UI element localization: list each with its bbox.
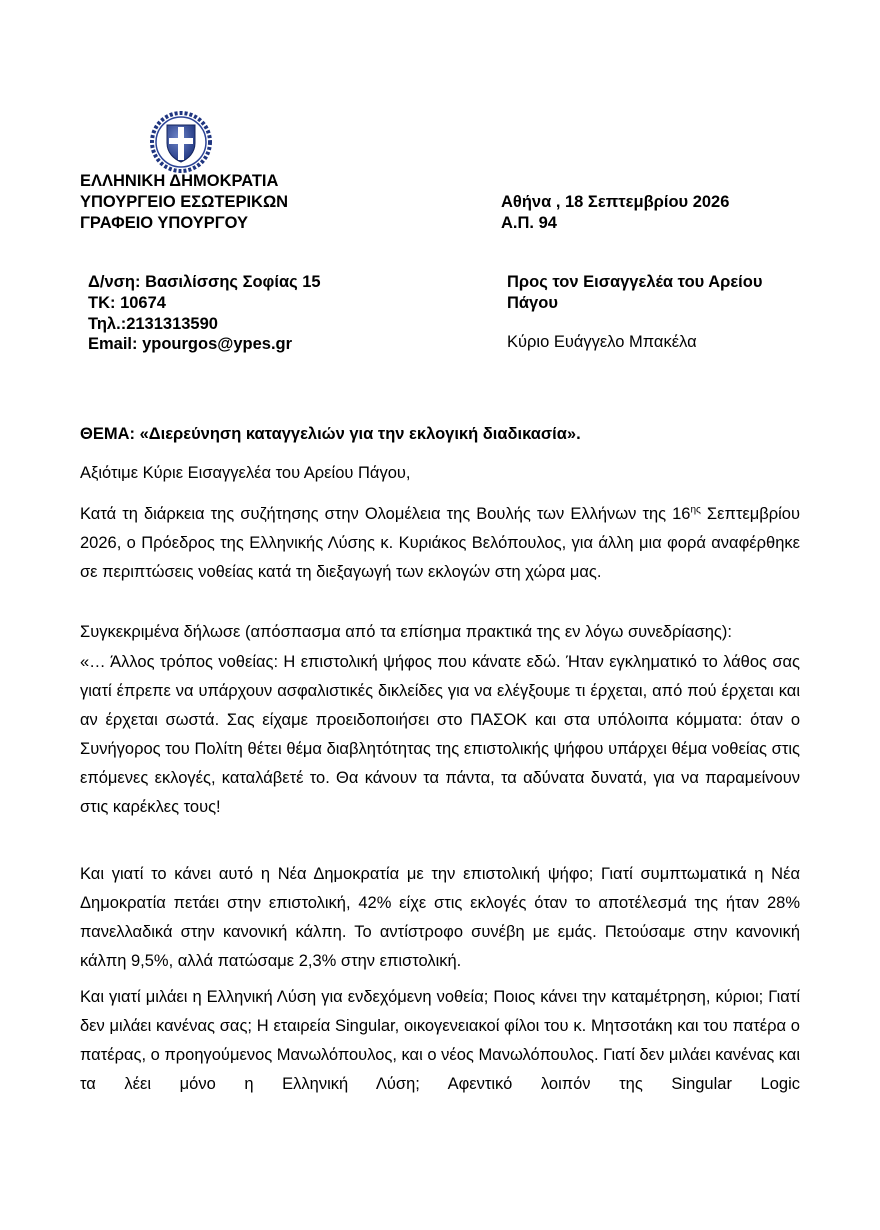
paragraph-statement: Συγκεκριμένα δήλωσε (απόσπασμα από τα επίσημα πρακτικά της εν λόγω συνεδρίασης):: [80, 623, 732, 641]
paragraph-intro-rest: Σεπτεμβρίου 2026, ο Πρόεδρος της Ελληνικής Λύσης κ. Κυριάκος Βελόπουλος, για άλλη μια φορά αναφέρθηκε σε περιπτώσεις νοθείας κατά τη διεξαγωγή των εκλογών στη χώρα μας.: [80, 505, 800, 581]
header-country: ΕΛΛΗΝΙΚΗ ΔΗΜΟΚΡΑΤΙΑ: [80, 172, 279, 190]
quote-block: «… Άλλος τρόπος νοθείας: Η επιστολική ψήφος που κάνατε εδώ. Ήταν εγκληματικό το λάθος σας γιατί έπρεπε να υπάρχουν ασφαλιστικές δικλείδες για να ελέγξουμε τι έρχεται, από πού έρχεται και αν έρχεται σωστά. Σας είχαμε προειδοποιήσει στο ΠΑΣΟΚ και στα υπόλοιπα κόμματα: όταν ο Συνήγορος του Πολίτη θέτει θέμα διαβλητότητας της επιστολικής ψήφου υπάρχει θέμα νοθείας στις επόμενες εκλογές, καταλάβετέ το. Θα κάνουν τα πάντα, τα αδύνατα δυνατά, για να παραμείνουν στις καρέκλες τους!: [80, 653, 800, 816]
protocol-number: Α.Π. 94: [501, 214, 557, 232]
recipient-line2: Πάγου: [507, 294, 558, 312]
address-phone: Τηλ.:2131313590: [88, 315, 218, 333]
subject-line: ΘΕΜΑ: «Διερεύνηση καταγγελιών για την εκλογική διαδικασία».: [80, 425, 581, 443]
ordinal-suffix: ης: [690, 504, 701, 516]
address-email: Email: ypourgos@ypes.gr: [88, 335, 293, 353]
address-street: Δ/νση: Βασιλίσσης Σοφίας 15: [88, 273, 321, 291]
paragraph-postal-vote: Και γιατί το κάνει αυτό η Νέα Δημοκρατία με την επιστολική ψήφο; Γιατί συμπτωματικά η Νέα Δημοκρατία πετάει στην επιστολική, 42% είχε στις εκλογές όταν το αποτέλεσμά της ήταν 28% πανελλαδικά στην κανονική κάλπη. Το αντίστροφο συνέβη με εμάς. Πετούσαμε στην κανονική κάλπη 9,5%, αλλά πατώσαμε 2,3% στην επιστολική.: [80, 865, 800, 970]
paragraph-intro-start: Κατά τη διάρκεια της συζήτησης στην Ολομέλεια της Βουλής των Ελλήνων της 16: [80, 505, 691, 523]
recipient-line1: Προς τον Εισαγγελέα του Αρείου: [507, 273, 763, 291]
date-line: Αθήνα , 18 Σεπτεμβρίου 2026: [501, 193, 730, 211]
header-ministry: ΥΠΟΥΡΓΕΙΟ ΕΣΩΤΕΡΙΚΩΝ: [80, 193, 289, 211]
header-office: ΓΡΑΦΕΙΟ ΥΠΟΥΡΓΟΥ: [80, 214, 249, 232]
address-postcode: ΤΚ: 10674: [88, 294, 166, 312]
salutation: Αξιότιμε Κύριε Εισαγγελέα του Αρείου Πάγου,: [80, 464, 411, 482]
greek-coat-of-arms-icon: [150, 111, 212, 173]
paragraph-intro: [80, 500, 800, 587]
paragraph-counting: Και γιατί μιλάει η Ελληνική Λύση για ενδεχόμενη νοθεία; Ποιος κάνει την καταμέτρηση, κύριοι; Γιατί δεν μιλάει κανένας σας; Η εταιρεία Singular, οικογενειακοί φίλοι του κ. Μητσοτάκη και του πατέρα ο πατέρας, ο προηγούμενος Μανωλόπουλος, και ο νέος Μανωλόπουλος. Γιατί δεν μιλάει κανένας και τα λέει μόνο η Ελληνική Λύση; Αφεντικό λοιπόν της Singular Logic: [80, 988, 800, 1093]
recipient-name: Κύριο Ευάγγελο Μπακέλα: [507, 333, 697, 351]
